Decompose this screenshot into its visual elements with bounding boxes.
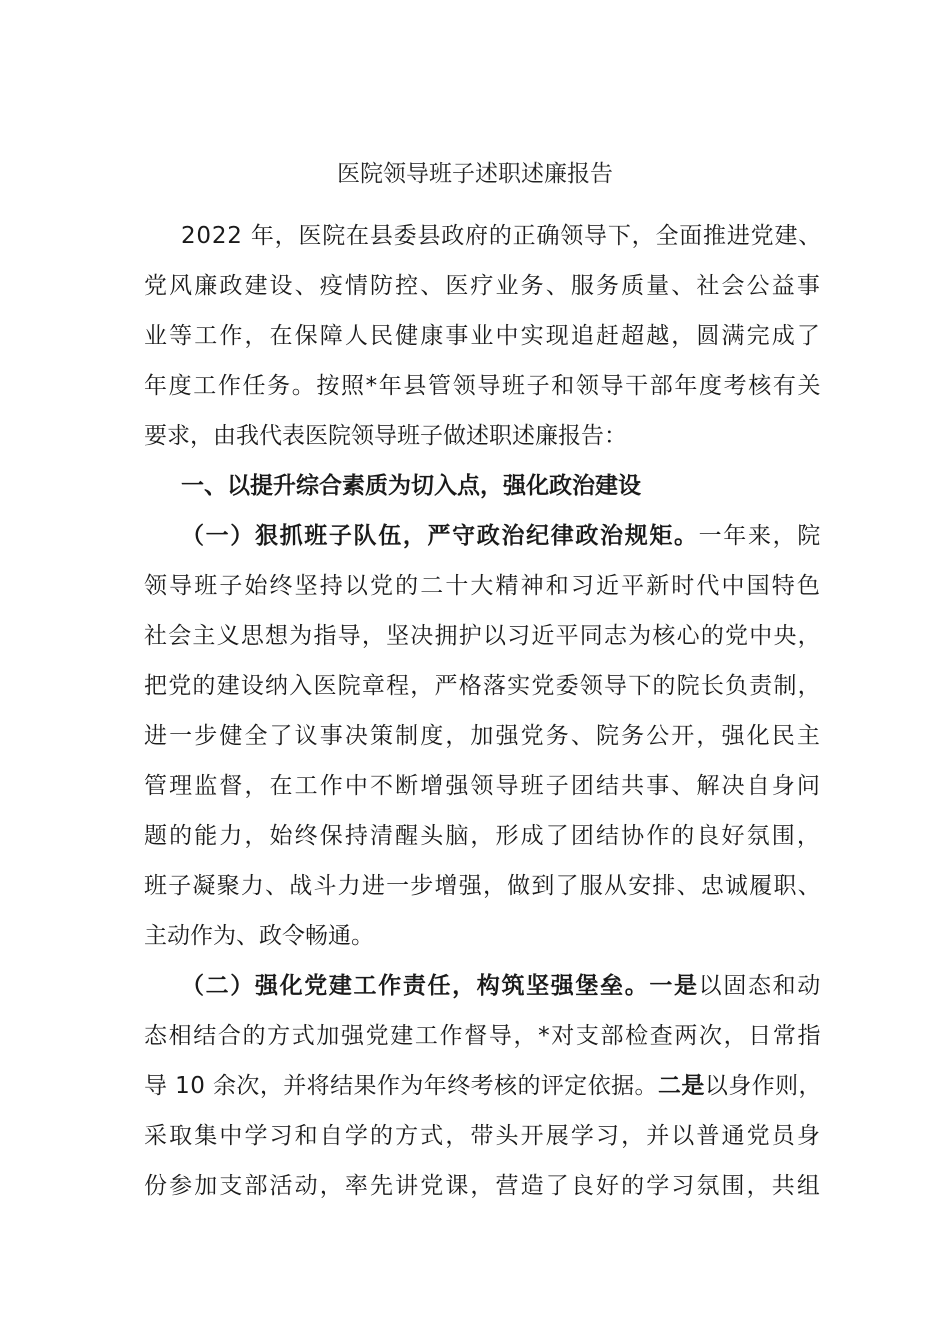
text-run: 态相结合的方式加强党建工作督导，*对支部检查两次，日常指 [144, 1023, 823, 1049]
paragraph-line [181, 966, 950, 1006]
text-run: 题的能力，始终保持清醒头脑，形成了团结协作的良好氛围， [144, 823, 822, 849]
text-run: 以身作则， [704, 1073, 822, 1099]
paragraph-line [181, 516, 950, 556]
text-run: 管理监督，在工作中不断增强领导班子团结共事、解决自身问 [144, 773, 822, 799]
paragraph-line [144, 666, 950, 706]
paragraph-line [144, 366, 950, 406]
text-run: 导 10 余次，并将结果作为年终考核的评定依据。 [144, 1073, 658, 1099]
bold-text-run: 一是 [649, 973, 699, 999]
section-heading [181, 466, 950, 506]
paragraph-line [144, 266, 950, 306]
paragraph-line [144, 916, 950, 956]
paragraph-line [144, 316, 950, 356]
text-run: 党风廉政建设、疫情防控、医疗业务、服务质量、社会公益事 [144, 273, 822, 299]
bold-text-run: （一）狠抓班子队伍，严守政治纪律政治规矩。 [181, 523, 699, 549]
paragraph-line [144, 616, 950, 656]
paragraph-line [144, 716, 950, 756]
paragraph-line [144, 816, 950, 856]
bold-text-run: 一、以提升综合素质为切入点，强化政治建设 [181, 473, 641, 499]
paragraph-line [144, 1166, 950, 1206]
paragraph-line [144, 1016, 950, 1056]
paragraph-line [181, 216, 950, 256]
bold-text-run: （二）强化党建工作责任，构筑坚强堡垒。 [181, 973, 650, 999]
paragraph-line [144, 766, 950, 806]
text-run: 年度工作任务。按照*年县管领导班子和领导干部年度考核有关 [144, 373, 823, 399]
text-run: 领导班子始终坚持以党的二十大精神和习近平新时代中国特色 [144, 573, 822, 599]
text-run: 把党的建设纳入医院章程，严格落实党委领导下的院长负责制， [144, 673, 822, 699]
text-run: 2022 年，医院在县委县政府的正确领导下，全面推进党建、 [181, 223, 823, 249]
text-run: 主动作为、政令畅通。 [144, 923, 374, 949]
text-run: 要求，由我代表医院领导班子做述职述廉报告： [144, 423, 627, 449]
text-run: 业等工作，在保障人民健康事业中实现追赶超越，圆满完成了 [144, 323, 822, 349]
bold-text-run: 二是 [657, 1073, 705, 1099]
text-run: 进一步健全了议事决策制度，加强党务、院务公开，强化民主 [144, 723, 822, 749]
text-run: 以固态和动 [698, 973, 822, 999]
text-run: 班子凝聚力、战斗力进一步增强，做到了服从安排、忠诚履职、 [144, 873, 822, 899]
text-run: 采取集中学习和自学的方式，带头开展学习，并以普通党员身 [144, 1123, 822, 1149]
paragraph-line [144, 1116, 950, 1156]
text-run: 份参加支部活动，率先讲党课，营造了良好的学习氛围，共组 [144, 1173, 822, 1199]
paragraph-line [144, 1066, 950, 1106]
text-run: 社会主义思想为指导，坚决拥护以习近平同志为核心的党中央， [144, 623, 822, 649]
paragraph-line [144, 866, 950, 906]
document-title: 医院领导班子述职述廉报告 [337, 161, 613, 187]
paragraph-line [144, 416, 950, 456]
text-run: 一年来，院 [698, 523, 822, 549]
paragraph-line [144, 566, 950, 606]
